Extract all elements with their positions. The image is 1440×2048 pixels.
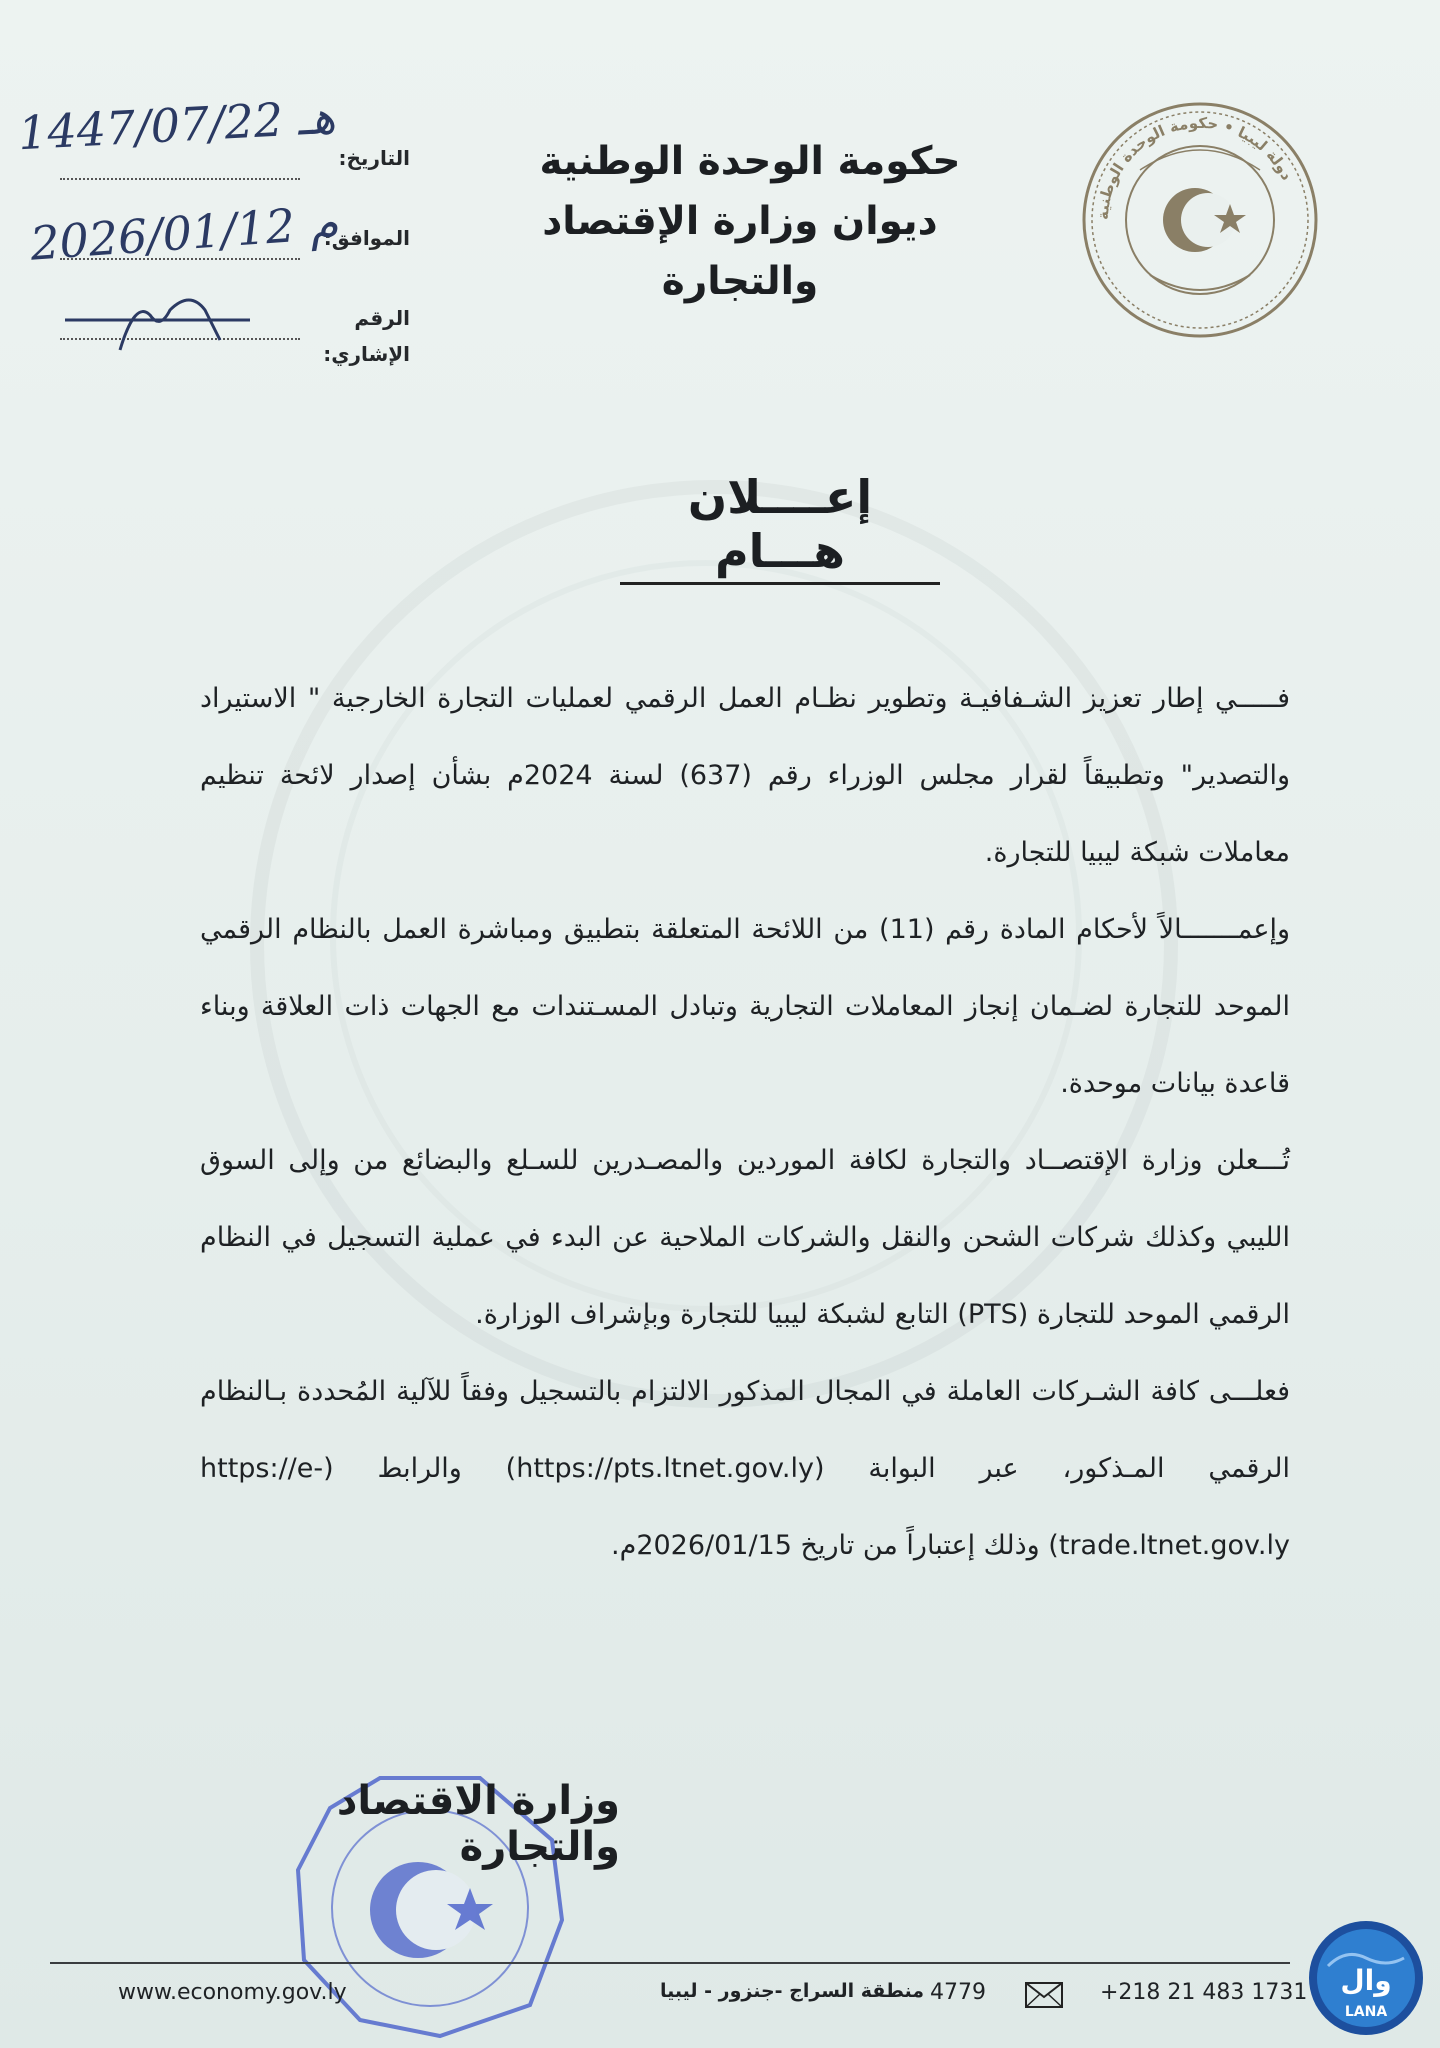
footer-address: منطقة السراج -جنزور - ليبيا: [660, 1980, 925, 2002]
footer-website-link[interactable]: www.economy.gov.ly: [118, 1980, 347, 2005]
lana-logo-icon: [1306, 1918, 1426, 2038]
announcement-body: [200, 660, 1290, 1584]
footer-divider: [50, 1962, 1290, 1964]
lana-logo-text: وال: [1340, 1964, 1392, 1997]
announcement-title: إعــــلان هـــام: [620, 470, 940, 585]
announcement-paragraph: تُـــعلن وزارة الإقتصــاد والتجارة لكافة الموردين والمصـدرين للسـلع والبضائع من وإلى السوق الليبي وكذلك شركات الشحن والنقل والشركات الملاحية عن البدء في عملية التسجيل في النظام الرقمي الموحد للتجارة (PTS) التابع لشبكة ليبيا للتجارة وبإشراف الوزارة.: [200, 1145, 1290, 1330]
emblem-ring-text: دولة ليبيا • حكومة الوحدة الوطنية: [1093, 113, 1297, 221]
government-name: حكومة الوحدة الوطنية: [539, 139, 961, 184]
handwritten-reference-scribble: [60, 280, 260, 360]
document-meta-labels: [300, 140, 410, 380]
letterhead: [470, 132, 1030, 312]
signatory-ministry-name: وزارة الاقتصاد والتجارة: [336, 1778, 620, 1870]
ministry-office-name: ديوان وزارة الإقتصاد والتجارة: [542, 199, 938, 304]
reference-number-label: الرقم الإشاري:: [323, 306, 410, 366]
state-emblem-icon: [1080, 100, 1320, 340]
lana-logo-caption: LANA: [1344, 2004, 1388, 2020]
announcement-paragraph: فـــــي إطار تعزيز الشـفافيـة وتطوير نظـام العمل الرقمي لعمليات التجارة الخارجية " الاستيراد والتصدير" وتطبيقاً لقرار مجلس الوزراء رقم (637) لسنة 2024م بشأن إصدار لائحة تنظيم معاملات شبكة ليبيا للتجارة.: [200, 683, 1290, 868]
handwritten-hijri-date: 1447/07/22 هـ: [16, 89, 337, 161]
date-label: التاريخ:: [338, 146, 410, 170]
announcement-paragraph: فعلـــى كافة الشـركات العاملة في المجال المذكور الالتزام بالتسجيل وفقاً للآلية المُحددة بـالنظام الرقمي المـذكور، عبر البوابة (https://pts.ltnet.gov.ly) والرابط (https://e-trade.ltnet.gov.ly) وذلك إعتباراً من تاريخ 2026/01/15م.: [200, 1376, 1290, 1561]
handwritten-gregorian-date: 2026/01/12 م: [28, 195, 340, 271]
announcement-paragraph: وإعمـــــــالاً لأحكام المادة رقم (11) من اللائحة المتعلقة بتطبيق ومباشرة العمل بالنظام الرقمي الموحد للتجارة لضـمان إنجاز المعاملات التجارية وتبادل المسـتندات مع الجهات ذات العلاقة وبناء قاعدة بيانات موحدة.: [200, 914, 1290, 1099]
date-dotted-line: [60, 178, 300, 180]
footer-po-box: 4779: [930, 1980, 986, 2005]
corresponding-date-label: الموافق:: [323, 226, 410, 250]
footer-phone: +218 21 483 1731: [1100, 1980, 1308, 2005]
mail-icon: [1025, 1982, 1063, 2008]
